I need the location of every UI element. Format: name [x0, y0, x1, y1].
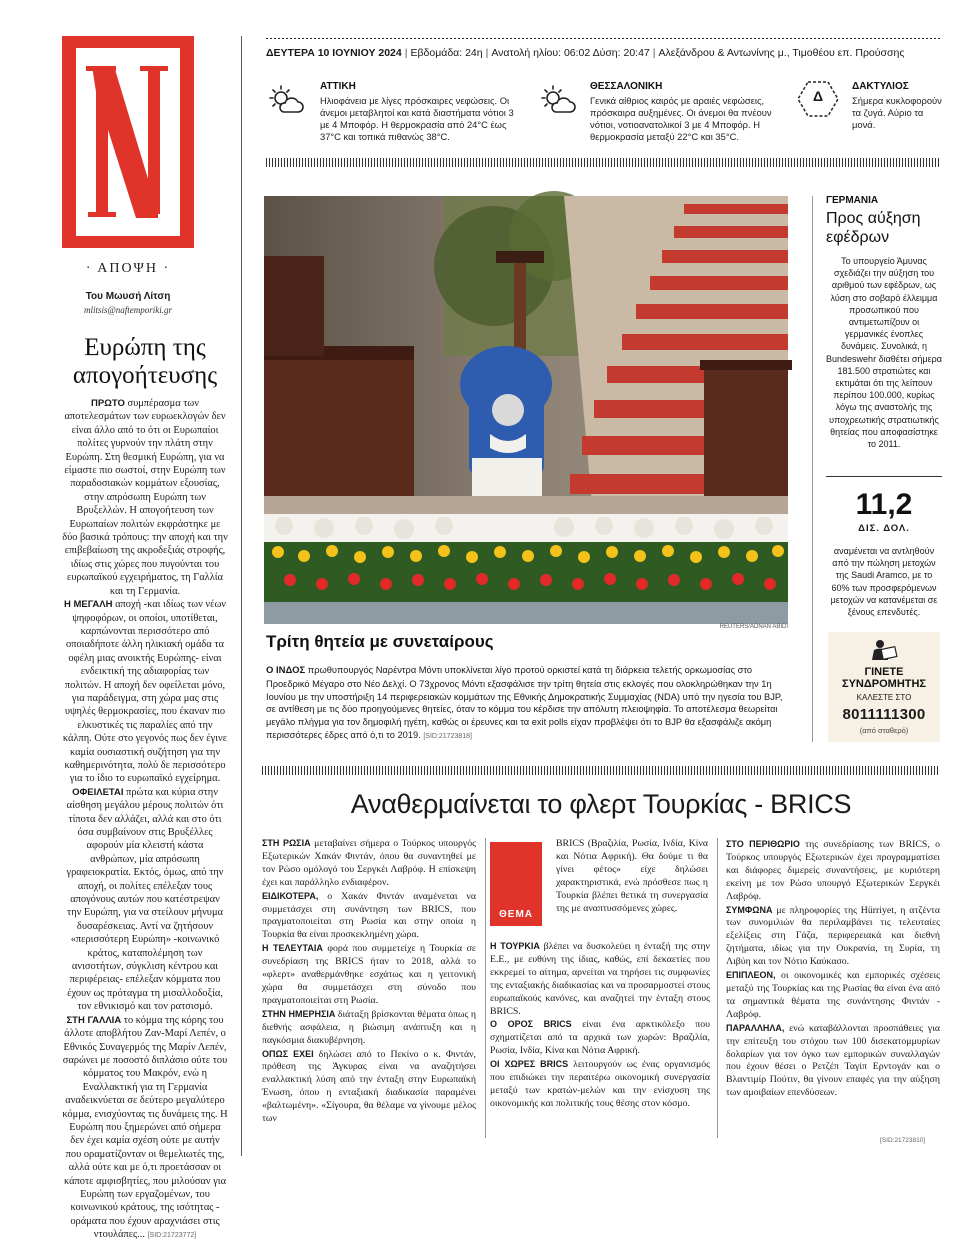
paragraph-text: μεταβαίνει σήμερα ο Τούρκος υπουργός Εξωτερικών Χακάν Φιντάν, όπου θα συναντηθεί με τον Ρώσο ομόλογό του Σεργκέι Λαβρόφ. Η επίσκεψη έχει και παράλληλο ενδιαφέρον. [262, 838, 476, 888]
newspaper-reader-icon [868, 638, 900, 669]
weather-attica-icon [266, 82, 306, 127]
weather-region: ΑΤΤΙΚΗ [320, 81, 356, 92]
paragraph-lead: Η ΤΟΥΡΚΙΑ [490, 941, 540, 951]
paragraph-lead: ΟΠΩΣ ΕΧΕΙ [262, 1048, 314, 1059]
striped-rule [266, 158, 940, 167]
article-column-4 [726, 838, 940, 1136]
article-paragraph [262, 890, 476, 943]
paragraph-text: συμπέρασμα των αποτελεσμάτων των ευρωεκλογών δεν είναι άλλο από το ότι οι Ευρωπαίοι πολίτες γυρνούν την πλάτη στην Ευρώπη. Στη θεσμική Ευρώπη, για να είμαστε πιο σωστοί, στην Ευρώπη των παραδοσιακών κομμάτων εξουσίας, στην απρόσωπη Ευρώπη των Βρυξελλών. Η απογοήτευση των Ευρωπαίων πολιτών εκφράστηκε με δύο βασικά τρόπους: την αποχή και την επιβεβαίωση της ακροδεξιάς στροφής, ιδίως στις χώρες που πυγούνται του ευρωπαϊκού εγχειρήματος, τη Γαλλία και τη Γερμανία. [62, 398, 228, 597]
paragraph-text: ο Χακάν Φιντάν αναμένεται να συμμετάσχει στη συνάντηση των BRICS, που πραγματοποιείται στη Ρωσία και στην οποία η Τουρκία θα είναι προσκεκλημένη χώρα. [262, 890, 476, 941]
paragraph-text: διάταξη βρίσκονται θέματα όπως η διεθνής ασφάλεια, η βιώσιμη ανάπτυξη και η παγκόσμια διακυβέρνηση. [262, 1008, 476, 1046]
article-paragraph [726, 1022, 940, 1100]
date-text: ΔΕΥΤΕΡΑ 10 ΙΟΥΝΙΟΥ 2024 [266, 47, 402, 59]
paragraph-text: φορά που συμμετείχε η Τουρκία σε συνεδρίαση της BRICS ήταν το 2018, αλλά το «φλερτ» αναθερμάνθηκε εσχάτως και η γειτονική χώρα θα συμμετάσχει στη σύνοδο που πραγματοποιείται στη Ρωσία. [262, 943, 477, 1006]
author-name: Του Μωυσή Λίτση [85, 291, 171, 302]
theme-label: ΘΕΜΑ [499, 909, 533, 920]
paragraph-lead: ΠΡΩΤΟ [91, 398, 125, 409]
weather-text: Ηλιοφάνεια με λίγες πρόσκαιρες νεφώσεις. Οι άνεμοι μεταβλητοί και κατά διαστήματα νότιοι 3 με 4 Μποφόρ. Η θερμοκρασία από 24°C έως 37°C και τοπικά πιθανώς 38°C. [320, 95, 514, 142]
opinion-paragraph [62, 786, 228, 1014]
sidebar-title: Προς αύξηση εφέδρων [826, 210, 921, 246]
section-label: · ΑΠΟΨΗ · [85, 261, 171, 276]
week-text: Εβδομάδα: 24η [410, 47, 483, 59]
top-dashed-rule [266, 38, 940, 39]
paragraph-lead: ΕΙΔΙΚΟΤΕΡΑ, [262, 890, 319, 901]
weather-thessaloniki-icon [538, 82, 578, 127]
paragraph-text: οι οικονομικές και εμπορικές σχέσεις μεταξύ της Τουρκίας και της Ρωσίας θα είναι ένα από τα σημαντικά θέματα της συνάντησης Φιντάν - Λαβρόφ. [726, 970, 940, 1020]
letter-n-logo-icon [62, 36, 194, 248]
date-info-bar: ΔΕΥΤΕΡΑ 10 ΙΟΥΝΙΟΥ 2024 | Εβδομάδα: 24η | Ανατολή ηλίου: 06:02 Δύση: 20:47 | Αλεξάνδρου & Αντωνίνης μ., Τιμοθέου επ. Προύσσης [266, 47, 905, 59]
paragraph-lead: ΣΤΗ ΓΑΛΛΙΑ [66, 1014, 122, 1026]
column-divider [241, 36, 242, 1156]
paragraph-text: της συνεδρίασης των BRICS, ο Τούρκος υπουργός Εξωτερικών έχει προγραμματίσει και διάφορες διμερείς συναντήσεις, με κυριότερη εκείνη με τον Ρώσο υπουργό Εξωτερικών Σεργκέι Λαβρόφ. [726, 839, 940, 902]
weather-region: ΔΑΚΤΥΛΙΟΣ [852, 81, 909, 92]
photo-credit: REUTERS/ADNAN ABIDI [719, 624, 788, 630]
article-paragraph [490, 940, 710, 1018]
sidebar-rule [826, 476, 942, 477]
story-reference: [SID:21723810] [880, 1137, 926, 1144]
article-column-1 [262, 837, 476, 1149]
paragraph-lead: Ο ΟΡΟΣ BRICS [490, 1019, 572, 1030]
article-paragraph [726, 969, 940, 1022]
photo-title: Τρίτη θητεία με συνεταίρους [266, 632, 494, 651]
ceremony-photo-illustration [264, 196, 788, 624]
paragraph-lead: ΟΙ ΧΩΡΕΣ BRICS [490, 1059, 569, 1070]
opinion-paragraph [62, 598, 228, 786]
key-figure-unit: ΔΙΣ. ΔΟΛ. [858, 523, 910, 534]
weather-region: ΘΕΣΣΑΛΟΝΙΚΗ [590, 81, 663, 92]
paragraph-text: το κόμμα της κόρης του άλλοτε αποβλήτου Ζαν-Μαρί Λεπέν, ο Εθνικός Συναγερμός της Μαρίν Λεπέν, σαρώνει με ποσοστό διπλάσιο ούτε του κόμματος του Μακρόν, ενώ η Εναλλακτική για τη Γερμανία αναδεικνύεται σε δεύτερο μεγαλύτερο κόμμα, ενισχύοντας τις δυνάμεις της. Η Ευρώπη που ξημερώνει από σήμερα δεν έχει καμία σχέση ούτε με αυτήν που οραματίζονταν οι θεμελιωτές της, αλλά ούτε και με ό,τι προετάσσαν οι κάποτε αμφισβητίες, που μιλούσαν για Ευρώπη των εργαζομένων, του κοινωνικού κράτους, της ισότητας - οράματα που έχουν αραχνιάσει στις ντουλάπες... [62, 1014, 228, 1241]
paragraph-lead: ΠΑΡΑΛΛΗΛΑ, [726, 1022, 785, 1033]
photo-caption [266, 664, 788, 744]
column-divider [485, 838, 486, 1138]
name-days: Αλεξάνδρου & Αντωνίνης μ., Τιμοθέου επ. Προύσσης [658, 47, 905, 59]
subscription-title: ΓΙΝΕΤΕ ΣΥΝΔΡΟΜΗΤΗΣ [841, 666, 927, 690]
article-paragraph [262, 1008, 476, 1048]
paragraph-lead: ΣΤΗΝ ΗΜΕΡΗΣΙΑ [262, 1008, 336, 1019]
main-photo [264, 196, 788, 624]
column-divider [717, 838, 718, 1138]
paragraph-text: δηλώσει από το Πεκίνο ο κ. Φιντάν, πρόθεση της Άγκυρας είναι να αναζητήσει εναλλακτική λύση από την ένταξη στην Ευρωπαϊκή Ένωση, όπου η ενταξιακή διαδικασία παραμένει «βαλτωμένη». «Σίγουρα, θα θέλαμε να γίνουμε μέλος των [262, 1048, 476, 1125]
article-paragraph: BRICS (Βραζιλία, Ρωσία, Ινδία, Κίνα και Νότια Αφρική). Θα δούμε τι θα γίνει φέτος» είχε δηλώσει χαρακτηριστικά, ενώ πρόσθεσε πως η Τουρκία βλέπει θετικά τη συνεργασία της με αναπτυσσόμενες χώρες. [556, 838, 708, 914]
paragraph-lead: ΣΥΜΦΩΝΑ [726, 904, 773, 915]
sun-times: Ανατολή ηλίου: 06:02 Δύση: 20:47 [491, 47, 650, 59]
paragraph-text: είναι ένα αρκτικόλεξο που σχηματίζεται από τα αρχικά των χωρών: Βραζιλία, Ρωσία, Ινδία, Κίνα και Νότια Αφρική. [490, 1019, 710, 1057]
article-paragraph [262, 1048, 476, 1126]
subscription-phone[interactable]: 8011111300 [842, 706, 926, 723]
story-reference: [SID:21723772] [147, 1232, 197, 1240]
newspaper-logo [62, 36, 194, 248]
paragraph-text: αποχή -και ιδίως των νέων ψηφοφόρων, οι οποίοι, υποτίθεται, καρπώνονται περισσότερο από οποιαδήποτε άλλη ηλικιακή ομάδα τα οφέλη μιας ανοικτής Ευρώπης- είναι ενδεικτική της αδιαφορίας των πολιτών. Η αποχή δεν οφείλεται μόνο, για παράδειγμα, στη χώρα μας στις υψηλές θερμοκρασίες, που έκαναν πιο ελκυστικές τις παραλίες από την κάλπη. Ούτε στο γεγονός πως δεν έγινε καμία ουσιαστική συζήτηση για την καθημερινότητα, πολύ δε περισσότερο για το ίδιο το ευρωπαϊκό εγχείρημα. [62, 599, 228, 785]
paragraph-text: ενώ καταβάλλονται προσπάθειες για την επίτευξη του στόχου των 100 δισεκατομμυρίων δολαρίων για τον όγκο των εμπορικών συναλλαγών που έχουν θέσει ο Ρετζέπ Ταγίπ Ερντογάν και ο Βλαντιμίρ Πούτιν, θα γίνουν επαφές για την αύξηση των αμοιβαίων επενδύσεων. [726, 1022, 940, 1099]
paragraph-lead: ΣΤΗ ΡΩΣΙΑ [262, 838, 311, 848]
weather-text: Σήμερα κυκλοφορούν τα ζυγά. Αύριο τα μονά. [852, 95, 942, 130]
opinion-paragraph [62, 397, 228, 598]
paragraph-lead: Η ΜΕΓΑΛΗ [64, 599, 113, 611]
key-figure: 11,2 [855, 488, 913, 521]
paragraph-text: λειτουργούν ως ένας οργανισμός που επιδιώκει την περαιτέρω οικονομική συνεργασία μεταξύ των κρατών-μελών και την ενίσχυση της οικονομικής και πολιτικής τους θέσης στον κόσμο. [490, 1059, 710, 1109]
sidebar-body: Το υπουργείο Άμυνας σχεδιάζει την αύξηση του αριθμού των εφέδρων, ως λύση στο σοβαρό έλλειμμα προσωπικού που αντιμετωπίζουν οι γερμανικές ένοπλες δυνάμεις. Συνολικά, η Bundeswehr διαθέτει σήμερα 181.500 στρατιώτες και εκτιμάται ότι της λείπουν περίπου 100.000, κυρίως λόγω της αναστολής της υποχρεωτικής στρατιωτικής θητείας που αποφασίστηκε το 2011. [826, 256, 942, 450]
author-email[interactable]: mlitsis@naftemporiki.gr [83, 305, 173, 315]
story-reference: [SID:21723818] [423, 732, 472, 740]
paragraph-lead: ΣΤΟ ΠΕΡΙΘΩΡΙΟ [726, 839, 800, 849]
sidebar-divider [812, 196, 813, 742]
sidebar-category: ΓΕΡΜΑΝΙΑ [826, 195, 879, 206]
subscription-note: (από σταθερό) [859, 726, 909, 735]
opinion-paragraph [62, 1014, 228, 1243]
caption-lead: Ο ΙΝΔΟΣ [266, 665, 306, 676]
subscription-call: ΚΑΛΕΣΤΕ ΣΤΟ [856, 693, 912, 702]
opinion-body [62, 397, 228, 1241]
article-paragraph [262, 837, 476, 890]
paragraph-text: με πληροφορίες της Hürriyet, η ατζέντα των συνομιλιών θα περιλαμβάνει τις τελευταίες εξελίξεις στη Γάζα, περιφερειακά και διεθνή ζητήματα, ιδίως για την Ουκρανία, τη Συρία, τη Λιβύη και τον Νότιο Καύκασο. [726, 904, 940, 968]
paragraph-text: βλέπει να δυσκολεύει η ένταξή της στην Ε.Ε., με ευθύνη της ίδιας, καθώς, επί δεκαετίες που εκκρεμεί το αίτημα, αρνείται να τηρήσει τις συμφωνίες της ενταξιακής διαδικασίας και να προσαρμοστεί στους ευρωπαϊκούς κανόνες, και αναζητεί την ένταξη στους BRICS. [490, 941, 710, 1017]
article-paragraph [726, 904, 940, 970]
striped-rule [262, 766, 940, 775]
weather-text: Γενικά αίθριος καιρός με αραιές νεφώσεις, πρόσκαιρα αυξημένες. Οι άνεμοι θα πνέουν νότιοι, νοτιοανατολικοί 3 με 4 Μποφόρ. Η θερμοκρασία μεταξύ 22°C και 35°C. [590, 95, 772, 142]
ring-road-sign: Δ [812, 88, 824, 104]
paragraph-text: πρώτα και κύρια στην αίσθηση μεγάλου μέρους πολιτών ότι τίποτα δεν αλλάζει, αλλά και στο ότι όσα συμβαίνουν στις Βρυξέλλες αφορούν μία κλειστή κάστα ανθρώπων, μία απρόσωπη γραφειοκρατία. Εκτός, όμως, από την αποχή, οι πολίτες επέλεξαν τους απογόνους αυτών που κατέστρεψαν την Ευρώπη, για να στείλουν μήνυμα δυσαρέσκειας. Αντί να ζητήσουν «περισσότερη Ευρώπη» -κοινωνικό κράτος, καταπολέμηση των ανισοτήτων, σύγκλιση κέντρου και περιφέρειας- επέλεξαν κόμματα που έχουν ως πρόταγμα τη μισαλλοδοξία, τον εθνικισμό και τον ρατσισμό. [66, 786, 224, 1013]
key-figure-text: αναμένεται να αντληθούν από την πώληση μετοχών της Saudi Aramco, με το 60% των προσφερόμενων μετοχών να κατανέμεται σε ξένους επενδυτές. [830, 546, 938, 618]
paragraph-lead: ΟΦΕΙΛΕΤΑΙ [72, 786, 124, 798]
opinion-title: Ευρώπη της απογοήτευσης [72, 334, 218, 389]
article-paragraph [490, 1018, 710, 1058]
article-column-3 [490, 940, 710, 1150]
caption-text: πρωθυπουργός Ναρέντρα Μόντι υποκλίνεται λίγο προτού ορκιστεί κατά τη διάρκεια τελετής ορκωμοσίας στο Προεδρικό Μέγαρο στο Νέο Δελχί. Ο 73χρονος Μόντι εξασφάλισε την τρίτη θητεία στις εκλογές που ολοκληρώθηκαν την 1η Ιουνίου με την υποστήριξη 14 περιφερειακών κομμάτων της Εθνικής Δημοκρατικής Συμμαχίας (NDA) υπό την ηγεσία του BJP, σε αντίθεση με τις δύο προηγούμενες θητείες, όταν το κόμμα του κέρδισε την απόλυτη πλειοψηφία. Το αποτέλεσμα θεωρείται μεγάλο πλήγμα για τον δημοφιλή ηγέτη, καθώς οι έρευνες και τα exit polls είχαν προβλέψει ότι το BJP θα εξασφάλιζε ακόμη περισσότερες έδρες από ό,τι το 2019. [266, 665, 783, 740]
article-paragraph [726, 838, 940, 904]
article-headline: Αναθερμαίνεται το φλερτ Τουρκίας - BRICS [350, 789, 852, 819]
article-paragraph [262, 942, 476, 1008]
paragraph-lead: ΕΠΙΠΛΕΟΝ, [726, 970, 776, 981]
article-paragraph [490, 1058, 710, 1111]
paragraph-lead: Η ΤΕΛΕΥΤΑΙΑ [262, 943, 323, 954]
